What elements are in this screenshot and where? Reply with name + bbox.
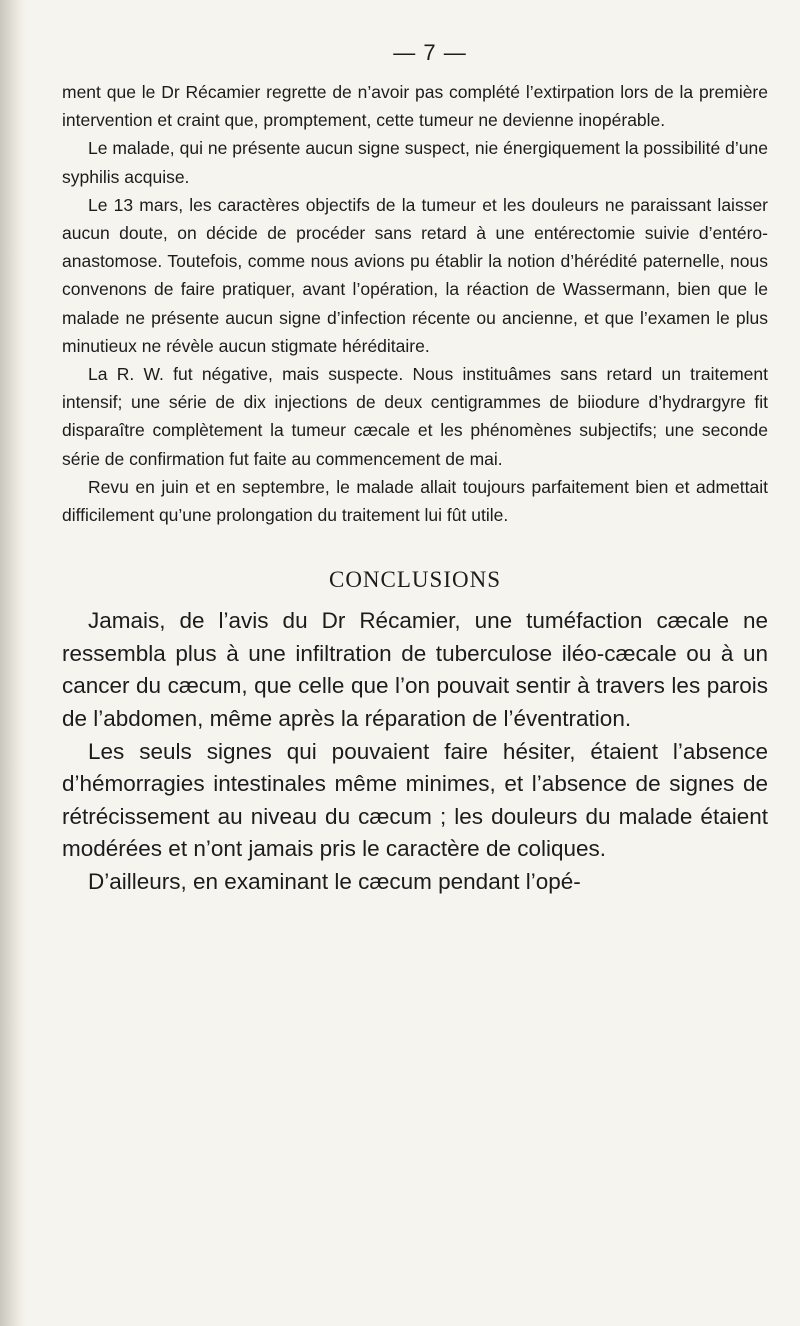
paragraph-treatment: La R. W. fut négative, mais suspecte. Nous instituâmes sans retard un traitement intensif; une série de dix injections de deux centigrammes de biiodure d’hydrargyre fit disparaître complètement la tumeur cæcale et les phénomènes subjectifs; une seconde série de confirmation fut faite au commencement de mai. [62,364,768,469]
page-edge-shadow [0,0,26,1326]
conclusions-heading: CONCLUSIONS [328,567,502,593]
paragraph-syphilis-denial: Le malade, qui ne présente aucun signe suspect, nie énergiquement la possibilité d’une syphilis acquise. [62,138,768,187]
conclusions-body [62,605,768,898]
conclusion-paragraph-2: Les seuls signes qui pouvaient faire hésiter, étaient l’absence d’hémorragies intestinales même minimes, et l’absence de signes de rétrécissement au niveau du cæcum ; les douleurs du malade étaient modérées et n’ont jamais pris le caractère de coliques. [62,738,768,862]
conclusion-paragraph-3: D’ailleurs, en examinant le cæcum pendant l’opé- [88,869,581,894]
page-number: — 7 — [393,40,467,65]
case-report-body [62,78,768,529]
document-page [62,40,768,899]
conclusion-paragraph-1: Jamais, de l’avis du Dr Récamier, une tuméfaction cæcale ne ressembla plus à une infiltration de tuberculose iléo-cæcale ou à un cancer du cæcum, que celle que l’on pouvait sentir à travers les parois de l’abdomen, même après la réparation de l’éventration. [62,608,768,732]
paragraph-surgery-decision: Le 13 mars, les caractères objectifs de la tumeur et les douleurs ne paraissant laisser aucun doute, on décide de procéder sans retard à une entérectomie suivie d’entéro-anastomose. Toutefois, comme nous avions pu établir la notion d’hérédité paternelle, nous convenons de faire pratiquer, avant l’opération, la réaction de Wassermann, bien que le malade ne présente aucun signe d’infection récente ou ancienne, et que l’examen le plus minutieux ne révèle aucun stigmate héréditaire. [62,194,768,356]
paragraph-follow-up: Revu en juin et en septembre, le malade allait toujours parfaitement bien et admettait difficilement qu’une prolongation du traitement lui fût utile. [62,476,768,526]
paragraph-continued: ment que le Dr Récamier regrette de n’avoir pas complété l’extirpation lors de la première intervention et craint que, promptement, cette tumeur ne devienne inopérable. [62,82,768,131]
